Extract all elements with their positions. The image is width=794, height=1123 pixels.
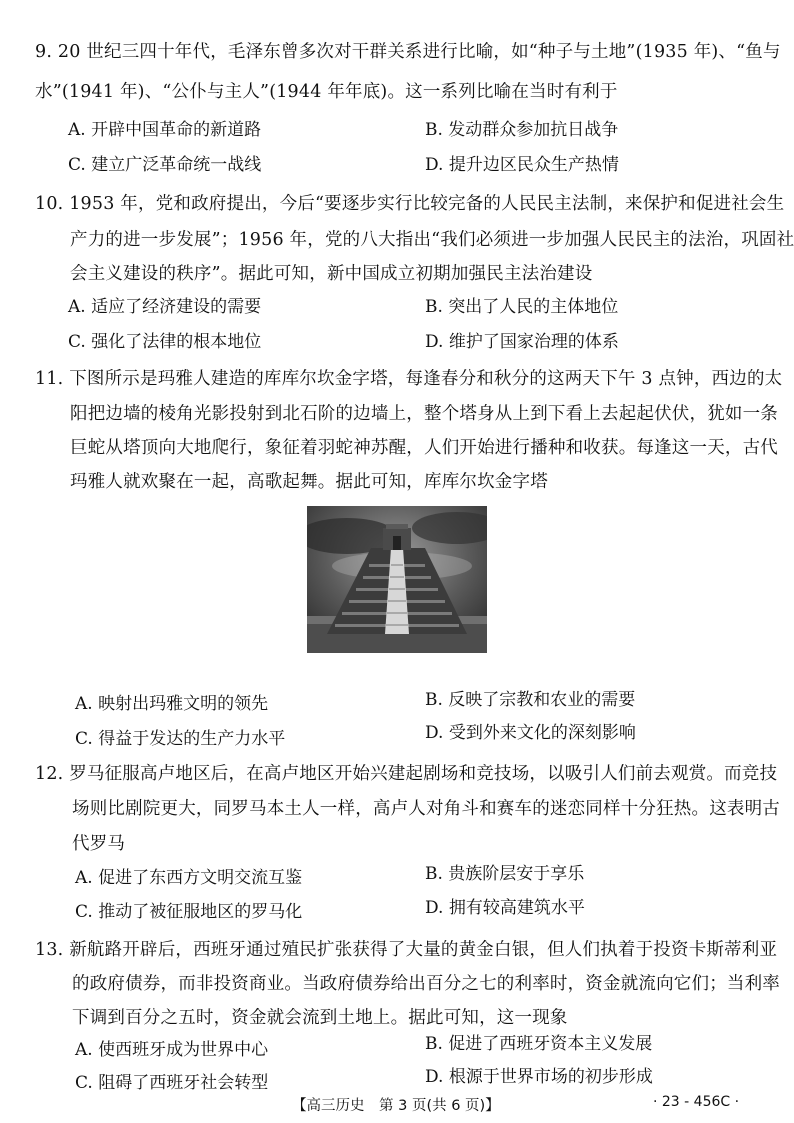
question-stem-line: 场则比剧院更大，同罗马本土人一样，高卢人对角斗和赛车的迷恋同样十分狂热。这表明古 xyxy=(72,799,780,819)
option-d: D. 受到外来文化的深刻影响 xyxy=(425,723,636,743)
option-d: D. 维护了国家治理的体系 xyxy=(425,332,619,352)
pyramid-illustration xyxy=(307,506,487,653)
question-stem-line: 的政府债券，而非投资商业。当政府债券给出百分之七的利率时，资金就流向它们；当利率 xyxy=(72,974,780,994)
option-d: D. 提升边区民众生产热情 xyxy=(425,155,619,175)
question-stem-line: 阳把边墙的棱角光影投射到北石阶的边墙上，整个塔身从上到下看上去起起伏伏，犹如一条 xyxy=(70,404,778,424)
option-b: B. 贵族阶层安于享乐 xyxy=(425,864,585,884)
question-stem-line: 9. 20 世纪三四十年代，毛泽东曾多次对干群关系进行比喻，如“种子与土地”(1935 年)、“鱼与 xyxy=(35,42,781,62)
question-stem-line: 11. 下图所示是玛雅人建造的库库尔坎金字塔，每逢春分和秋分的这两天下午 3 点钟，西边的太 xyxy=(35,369,783,389)
option-a: A. 适应了经济建设的需要 xyxy=(68,297,262,317)
option-c: C. 推动了被征服地区的罗马化 xyxy=(75,902,303,922)
option-b: B. 突出了人民的主体地位 xyxy=(425,297,619,317)
option-c: C. 得益于发达的生产力水平 xyxy=(75,729,286,749)
page-footer: 【高三历史 第 3 页(共 6 页)】 xyxy=(292,1098,500,1114)
question-stem-line: 下调到百分之五时，资金就会流到土地上。据此可知，这一现象 xyxy=(72,1008,568,1028)
question-stem-line: 会主义建设的秩序”。据此可知，新中国成立初期加强民主法治建设 xyxy=(70,264,593,284)
option-b: B. 反映了宗教和农业的需要 xyxy=(425,690,636,710)
paper-code: · 23 - 456C · xyxy=(653,1094,740,1110)
question-stem-line: 12. 罗马征服高卢地区后，在高卢地区开始兴建起剧场和竞技场，以吸引人们前去观赏。而竞技 xyxy=(35,764,778,784)
option-a: A. 促进了东西方文明交流互鉴 xyxy=(75,868,303,888)
question-stem-line: 10. 1953 年，党和政府提出，今后“要逐步实行比较完备的人民民主法制，来保护和促进社会生 xyxy=(35,194,785,214)
option-d: D. 拥有较高建筑水平 xyxy=(425,898,585,918)
option-d: D. 根源于世界市场的初步形成 xyxy=(425,1067,653,1087)
question-stem-line: 玛雅人就欢聚在一起，高歌起舞。据此可知，库库尔坎金字塔 xyxy=(70,472,548,492)
option-b: B. 促进了西班牙资本主义发展 xyxy=(425,1034,653,1054)
option-b: B. 发动群众参加抗日战争 xyxy=(425,120,619,140)
pyramid-photo xyxy=(307,506,487,653)
option-c: C. 建立广泛革命统一战线 xyxy=(68,155,262,175)
option-a: A. 开辟中国革命的新道路 xyxy=(68,120,262,140)
question-stem-line: 13. 新航路开辟后，西班牙通过殖民扩张获得了大量的黄金白银，但人们执着于投资卡斯蒂利亚 xyxy=(35,940,778,960)
option-c: C. 阻碍了西班牙社会转型 xyxy=(75,1073,269,1093)
question-stem-line: 巨蛇从塔顶向大地爬行，象征着羽蛇神苏醒，人们开始进行播种和收获。每逢这一天，古代 xyxy=(70,438,778,458)
option-a: A. 映射出玛雅文明的领先 xyxy=(75,694,269,714)
option-a: A. 使西班牙成为世界中心 xyxy=(75,1040,269,1060)
question-stem-line: 代罗马 xyxy=(72,834,126,854)
question-stem-line: 水”(1941 年)、“公仆与主人”(1944 年年底)。这一系列比喻在当时有利于 xyxy=(35,82,618,102)
question-stem-line: 产力的进一步发展”；1956 年，党的八大指出“我们必须进一步加强人民民主的法治，巩固社 xyxy=(70,230,794,250)
option-c: C. 强化了法律的根本地位 xyxy=(68,332,262,352)
